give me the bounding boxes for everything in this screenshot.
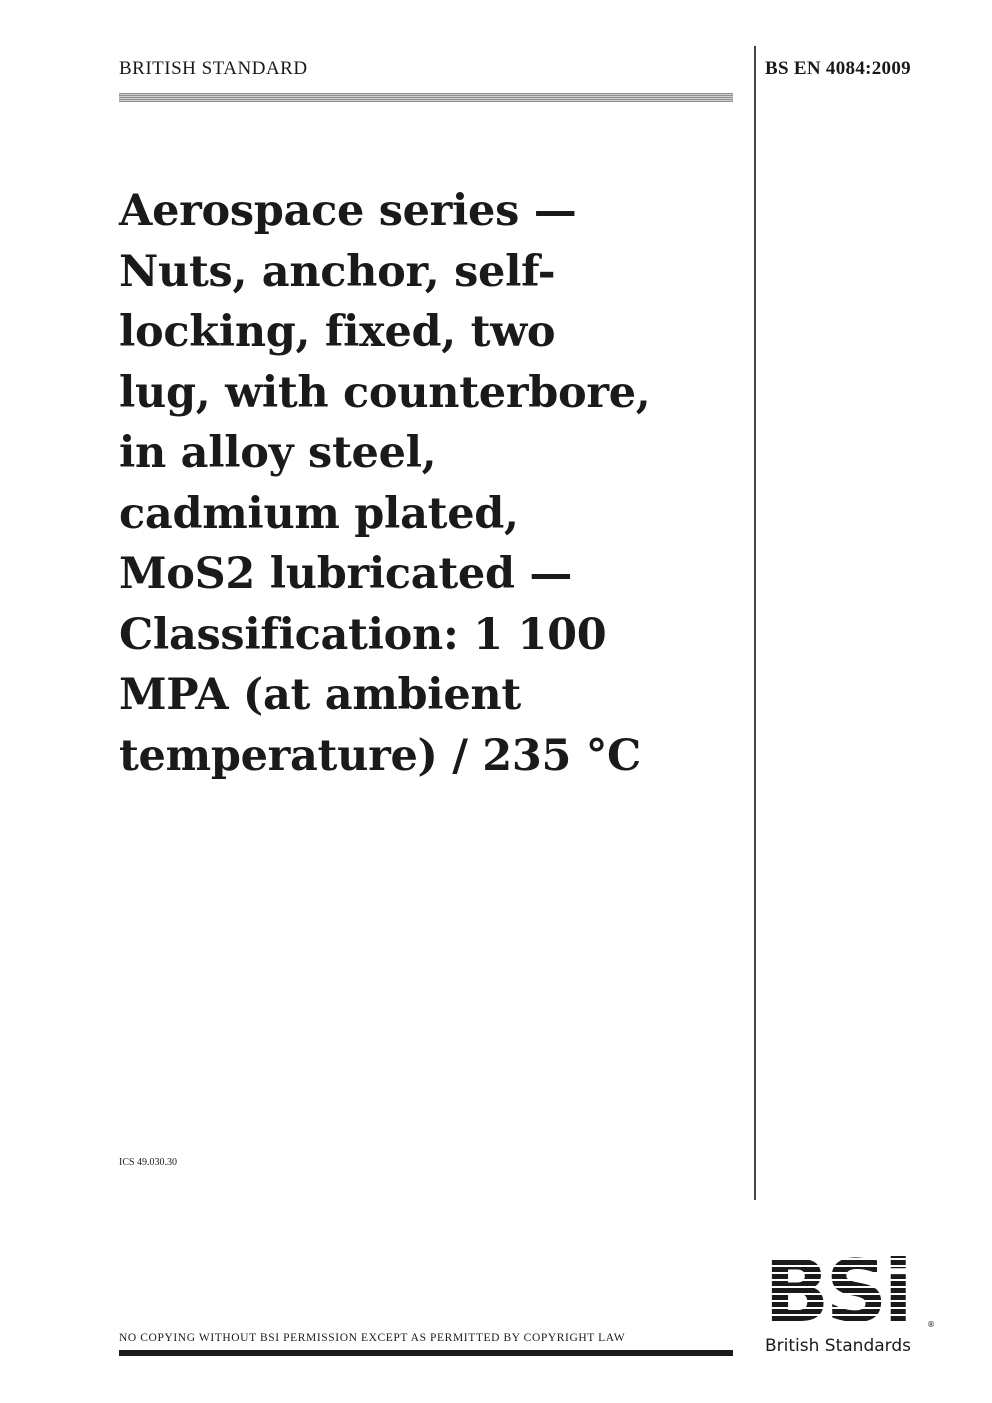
bsi-logo-name: British Standards <box>765 1336 911 1356</box>
title-line: cadmium plated, <box>119 488 519 539</box>
document-title <box>119 181 739 786</box>
title-line: lug, with counterbore, <box>119 367 651 418</box>
header-rule <box>119 93 733 102</box>
standard-number: BS EN 4084:2009 <box>765 58 911 79</box>
series-label: BRITISH STANDARD <box>119 58 308 79</box>
vertical-divider <box>754 46 756 1200</box>
title-line: Classification: 1 100 <box>119 609 607 660</box>
title-line: temperature) / 235 °C <box>119 730 641 781</box>
title-line: in alloy steel, <box>119 428 437 478</box>
bsi-logo <box>764 1242 935 1362</box>
title-line: MoS2 lubricated — <box>119 549 573 599</box>
registered-mark: ® <box>927 1320 935 1329</box>
copyright-notice: NO COPYING WITHOUT BSI PERMISSION EXCEPT AS PERMITTED BY COPYRIGHT LAW <box>119 1332 626 1344</box>
title-line: Aerospace series — <box>119 186 577 236</box>
title-line: Nuts, anchor, self- <box>119 246 556 297</box>
ics-code: ICS 49.030.30 <box>119 1157 178 1168</box>
bsi-logo-mark: BSi <box>764 1242 909 1342</box>
title-line: locking, fixed, two <box>119 307 556 357</box>
title-line: MPA (at ambient <box>119 670 521 720</box>
bottom-rule <box>119 1350 733 1356</box>
